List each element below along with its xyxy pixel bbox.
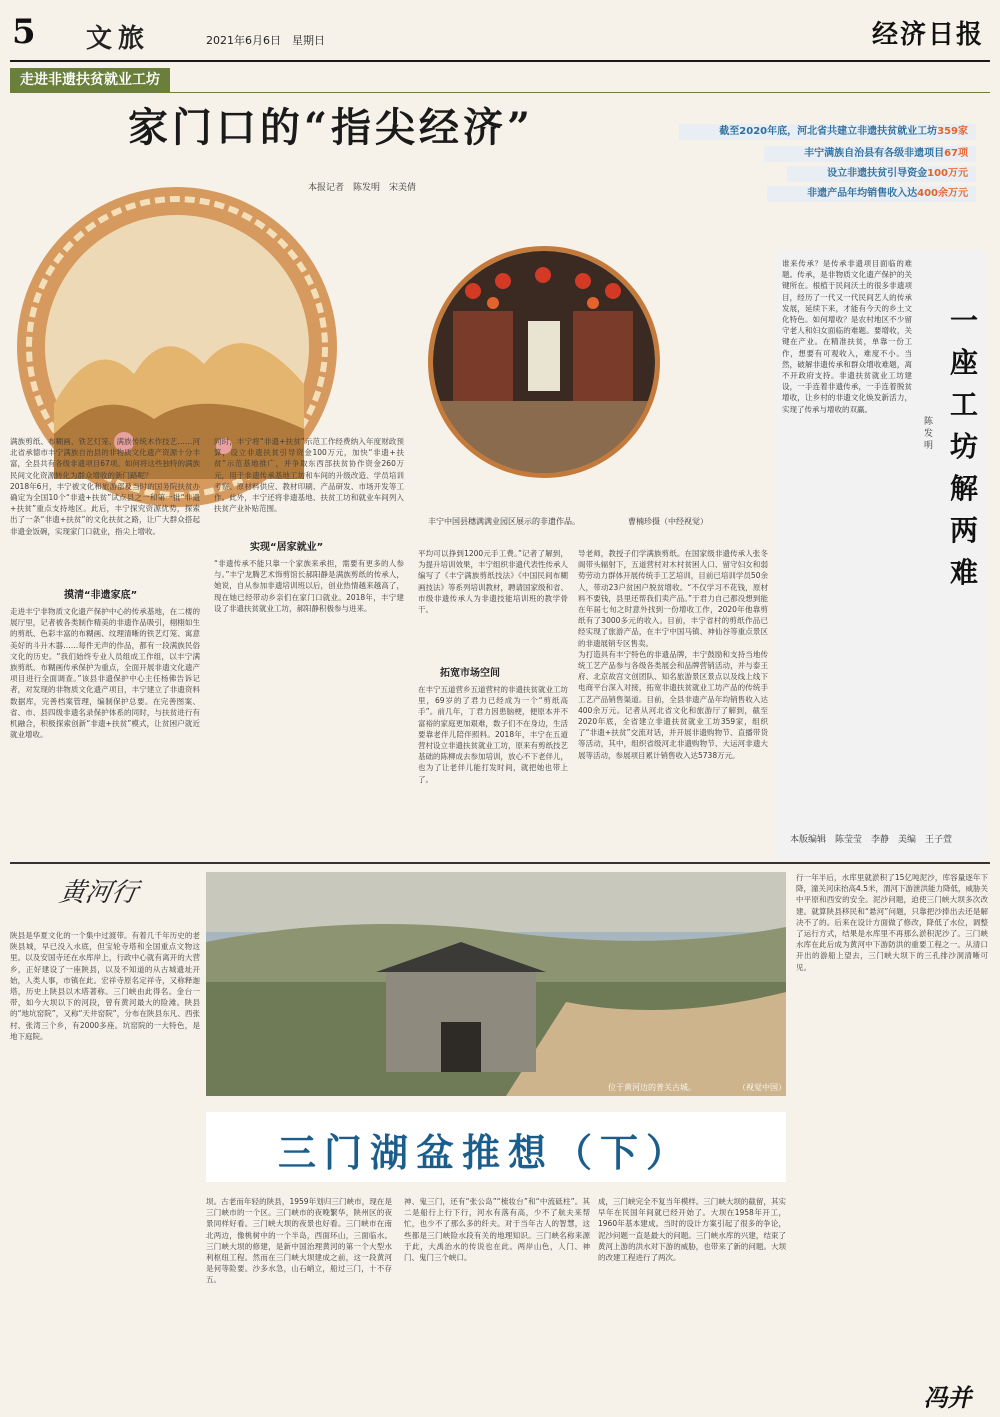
article-paragraph: 在丰宁五道营乡五道营村的非遗扶贫就业工坊里，69岁的了君力已经成为一个“剪纸高手”。前几年，丁君力因患脑梗，便原本并不富裕的家庭更加艰难，数子们不在身边，生活要靠老伴儿陪伴照料。2018年，丰宁在五道营村设立非遗扶贫就业工坊，原来有剪纸技艺基础的陈柳成去参加培训，放心不下老伴儿，也为了让老伴儿能打发时间，就把她也带上了。: [418, 685, 568, 784]
article-paragraph: 同时，丰宁将“非遗+扶贫”示范工作经费纳入年度财政预算，设立非遗扶贫引导资金100万元，加快“非遗+扶贫”示范基地推广，并争取东西部扶贫协作资金260万元，用于非遗传承基地工坊和车间的升级改造、学员培训考察、原材料供应、教材印刷、产品研发、市场开发等工作。此外，丰宁还将非遗基地、扶贫工坊和就业车间列入扶贫产业补贴范围。: [214, 437, 404, 514]
stat-value: 100万元: [927, 168, 968, 179]
stat-label: 非遗产品年均销售收入达: [807, 188, 918, 199]
header-rule: [10, 60, 990, 62]
exhibition-photo: [428, 246, 660, 478]
article-paragraph: 平均可以挣到1200元手工费。”记者了解到，为提升培训效果，丰宁组织非遗代表性传承人编写了《丰宁满族剪纸技法》《中国民间布糊画技法》等系列培训教材，聘请国家级和省、市级非遗传承人为非遗技能培训班的教学骨干。: [418, 549, 568, 615]
author-signature: 冯并: [922, 1383, 977, 1412]
stat-row: [764, 146, 976, 162]
paragraph-text: 导老师，教授子们学满族剪纸。在国家级非遗传承人张冬阁带头辐射下，五道营村对木村贫困人口、留守妇女和弱势劳动力群体开展传统手工艺培训，目前已培训学员50余人，带动23户贫困户脱贫增收。“不仅学习不花钱，原材料不要钱，县里还帮我们卖产品。”于君力自己都没想到能在年届七旬之时意外找到一份增收工作，2020年他靠剪纸有了3000多元的收入。目前，丰宁省村的剪纸作品已经实现了旅游产品，在丰宁中国马镇、神仙谷等重点景区的非遗展销专区售卖。: [578, 549, 768, 648]
feature-headline: 家门口的“指尖经济”: [128, 104, 535, 151]
column-rule: [10, 92, 990, 93]
stat-label: 丰宁满族自治县有各级非遗项目: [804, 148, 945, 159]
stat-value: 359家: [937, 126, 968, 137]
paragraph-text: 满族剪纸、布糊画、铁艺灯笼、满族传统木作技艺……河北省承德市丰宁满族自治县的非物质文化遗产资源十分丰富，全县共有各级非遗项目67项。如何将这些独特的满族民间文化资源转化为群众增收的新门路呢？: [10, 437, 200, 480]
section-divider: [10, 862, 990, 864]
stat-label: 截至2020年底，河北省共建立非遗扶贫就业工坊: [719, 126, 938, 137]
feature-byline: 本报记者 陈发明 宋美倩: [308, 183, 417, 193]
commentary-title: 一座工坊解两难: [950, 304, 979, 589]
stat-label: 设立非遗扶贫引导资金: [827, 168, 928, 179]
stat-row: [787, 166, 976, 182]
stat-row: [679, 124, 976, 140]
article-paragraph: 神、鬼三门，还有“张公岛”“梳妆台”和“中流砥柱”。其二是船行上行下行，河水有落有高，少不了航夫来帮忙，也少不了那么多的纤夫。对于当年古人的智慧，这些都是三门峡险水段有关的地理知识。三门峡名称来源于此，大禹治水的传说也在此。两岸山色，人门、神门、鬼门三个峡口。: [404, 1197, 590, 1263]
article-paragraph: “非遗传承不能只靠一个家族来承担，需要有更多的人参与。”丰宁龙腾艺术饰剪馆长郝阳静是满族剪纸的传承人，她说，自从参加非遗培训班以后，创业热情越来越高了，现在她已经带动乡亲们在家门口就业。2018年，丰宁建设了非遗扶贫就业工坊，郝阳静积极参与进来。: [214, 559, 404, 613]
paragraph-text: 2018年6月，丰宁被文化和旅游部及当时的国务院扶贫办确定为全国10个“非遗+扶贫”试点县之一和第一批“非遗+扶贫”重点支持地区。此后，丰宁探究资源优势，探索出了一条“非遗+扶贫”的文化扶贫之路，让广大群众搭起非遗金饭碗，实现家门口就业，指尖上增收。: [10, 481, 200, 536]
section-subhead: 摸清“非遗家底”: [64, 590, 138, 601]
stat-row: [767, 186, 976, 202]
section-subhead: 拓宽市场空间: [440, 668, 500, 679]
article-paragraph: [578, 548, 768, 856]
stat-value: 400余万元: [917, 188, 968, 199]
section-title: 文旅: [86, 24, 151, 54]
article-paragraph: 走进丰宁非物质文化遗产保护中心的传承基地，在二楼的展厅里，记者被各类制作精美的非遗作品吸引，栩栩如生的剪纸、色彩丰富的布糊画、纹理清晰的铁艺灯笼、寓意美好的斗升木器……每件无声的作品，都有一段满族民俗文化的历史。“我们始终专业人员组成工作组，以丰宁满族剪纸、布糊画传承保护为重点，全面开展非遗文化遗产项目进行全面调查。”该县非遗保护中心主任杨佛告诉记者，对发现的非物质文化遗产项目，丰宁建立了非遗资料数据库，完善档案管理，编制保护总要。在完善图案、省、市、县四级非遗名录保护体系的同时，与扶贫进行有机融合，积极探索创新“非遗+扶贫”模式，让贫困户就近就业增收。: [10, 607, 200, 740]
lower-article-title: 三门湖盆推想（下）: [278, 1130, 693, 1175]
page-number: 5: [12, 12, 36, 52]
commentary-body: 谁来传承？是传承非遗项目面临的难题。传承，是非物质文化遗产保护的关键所在。根植于民间沃土的很多非遗项目，经历了一代又一代民间艺人的传承发展，延续下来，才能有今天的乡土文化特色。如何增收？是农村地区不少留守老人和妇女面临的难题。要增收，关键在产业。在精准扶贫，单靠一份工作，想要有可观收入，难度不小。当然，破解非遗传承和群众增收难题，离不开政府支持。非遗扶贫就业工坊建设，一手连着非遗传承，一手连着脱贫增收，让乡村的非遗文化焕发新活力，实现了传承与增收的双赢。: [782, 259, 912, 414]
newspaper-masthead: 经济日报: [871, 20, 984, 50]
photo-credit: 曹楠珍摄（中经视觉）: [628, 517, 708, 526]
paragraph-text: 为打造具有丰宁特色的非遗品牌，丰宁鼓励和支持当地传统工艺产品参与各级各类展会和品牌营销活动，并与泰王府、北京故宫文创团队、知名旅游景区景点以及线上线下电商平台深入对接，拓宽非遗扶贫就业工坊产品的传统手工艺产品销售渠道。目前，全县非遗产品年均销售收入达400余万元。记者从河北省文化和旅游厅了解到，截至2020年底，全省建立非遗扶贫就业工坊359家，组织了“非遗+扶贫”交流对话，并开展非遗购物节、直播带货等活动，其中，组织省级河北非遗购物节、大运河非遗大展等活动，参展项目累计销售收入达5738万元。: [578, 649, 768, 760]
column-tab[interactable]: 走进非遗扶贫就业工坊: [10, 68, 170, 92]
issue-date: 2021年6月6日 星期日: [206, 34, 325, 47]
article-paragraph: 成，三门峡完全不复当年模样。三门峡大坝的截留，其实早年在民国年间就已经开始了。大坝在1958年开工，1960年基本建成。当时的设计方案引起了很多的争论，泥沙问题一直是最大的问题。三门峡水库的兴建，结束了黄河上游的洪水对下游的威胁，也带来了新的问题。大坝的改建工程进行了两次。: [598, 1197, 786, 1263]
editor-credits: 本版编辑 陈莹莹 李静 美编 王子萱: [790, 835, 953, 845]
photo-caption: 丰宁中国县穗满满业园区展示的非遗作品。: [428, 517, 580, 526]
photo-caption: 位于黄河边的普关古城。: [608, 1083, 696, 1092]
column-logo: 黄河行: [56, 878, 141, 908]
article-paragraph: 行一年半后，水库里就淤积了15亿吨泥沙，库容量逐年下降，潼关河床抬高4.5米，渭河下游泄洪能力降低，威胁关中平原和西安的安全。泥沙问题，迫使三门峡大坝多次改建。就算陕县移民和“悬河”问题，只靠把沙捧出去还是解决不了的。后来在设计方面做了修改，降低了水位，调整了运行方式，结果是水库里不再那么淤积泥沙了。三门峡水库在此后成为黄河中下游防洪的重要工程之一。从清口开出的游船上望去，三门峡大坝下的三孔排沙洞清晰可见。: [796, 873, 988, 972]
section-subhead: 实现“居家就业”: [250, 542, 324, 553]
article-paragraph: [10, 436, 200, 552]
article-paragraph: 坝。古老而年轻的陕县，1959年划归三门峡市，现在是三门峡市的一个区。三门峡市的夜晚繁华，陕州区的夜景同样好看。三门峡大坝的夜景也好看。三门峡市在南北两边，像桃树中的一个半岛，西面环山，三面临水。三门峡大坝的修建，是新中国治理黄河的第一个大型水利枢纽工程。然而在三门峡大坝建成之前，这一段黄河是何等险要。沙多水急，山石峭立，船过三门，十不存五。: [206, 1197, 392, 1285]
stat-value: 67项: [944, 148, 968, 159]
ancient-city-photo: [206, 872, 786, 1096]
commentary-author: 陈发明: [924, 417, 934, 451]
photo-credit: （视觉中国）: [738, 1083, 786, 1092]
article-paragraph: 陕县是华夏文化的一个集中过渡带。有着几千年历史的老陕县城，早已没入水底，但宝轮寺塔和全国重点文物这里。以及安国寺还在水库岸上，行政中心就有离开的大营乡，正好建设了一座陕县，以及不知道的从古城遗址开始，人类人事，市镇在此。宏祥寺原名定祥寺，又称释迦塔，历史上陕县以木塔著称。三门峡由此得名。金台一带，如今大坝以下的河段，曾有黄河最大的险滩。陕县的“地坑窑院”，又称“天井窑院”，分布在陕县东凡、西张村、张湾三个乡，有2000多座。坑窑院的一大特色，是地下庭院。: [10, 931, 200, 1041]
